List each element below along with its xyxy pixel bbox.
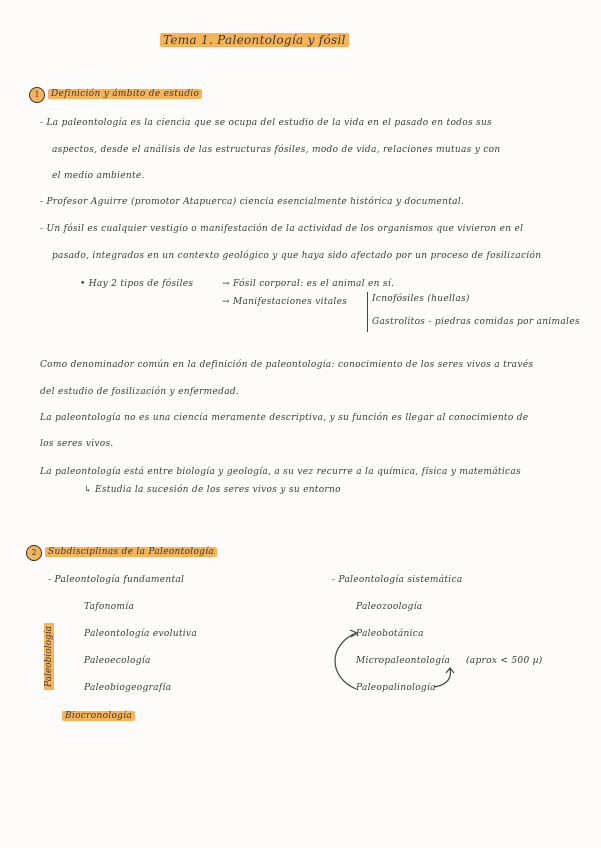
fossil-subtype-icnofosiles: Icnofósiles (huellas) xyxy=(372,294,470,304)
definition-line-2: aspectos, desde el análisis de las estructuras fósiles, modo de vida, relaciones mutuas y con xyxy=(52,145,501,155)
paragraph-line-2: del estudio de fosilización y enfermedad. xyxy=(40,387,240,397)
fundamental-title: - Paleontología fundamental xyxy=(48,575,185,585)
section-2-heading xyxy=(45,547,217,557)
definition-line-1: - La paleontología es la ciencia que se ocupa del estudio de la vida en el pasado en todos sus xyxy=(40,118,492,128)
fossil-type-corporal: → Fósil corporal: es el animal en sí. xyxy=(222,279,395,289)
section-2-number: 2 xyxy=(26,545,42,561)
section-2-heading-text: Subdisciplinas de la Paleontología xyxy=(45,547,217,557)
left-curve-arrow xyxy=(335,633,356,689)
paleobiologia-label: Paleobiología xyxy=(44,623,54,690)
definition-line-4: - Profesor Aguirre (promotor Atapuerca) ciencia esencialmente histórica y documental. xyxy=(40,197,465,207)
fundamental-item-1: Tafonomía xyxy=(84,602,135,612)
page-title-text: Tema 1. Paleontología y fósil xyxy=(160,33,349,47)
section-1-heading-text: Definición y ámbito de estudio xyxy=(48,89,202,99)
definition-line-6: pasado, integrados en un contexto geológico y que haya sido afectado por un proceso de fosilización xyxy=(52,251,542,261)
definition-line-5: - Un fósil es cualquier vestigio o manifestación de la actividad de los organismos que vivieron en el xyxy=(40,224,524,234)
paragraph-line-5: La paleontología está entre biología y geología, a su vez recurre a la química, física y matemáticas xyxy=(40,467,521,477)
sistematica-item-3: Micropaleontología xyxy=(356,656,451,666)
paragraph-line-1: Como denominador común en la definición de paleontología: conocimiento de los seres vivos a través xyxy=(40,360,534,370)
biocronologia-label xyxy=(62,711,135,721)
fossil-type-vital: → Manifestaciones vitales xyxy=(222,297,348,307)
sistematica-item-1: Paleozoología xyxy=(356,602,423,612)
right-curve-arrow xyxy=(434,669,450,687)
fossil-subtype-brace xyxy=(367,292,368,332)
paragraph-line-3: La paleontología no es una ciencia meramente descriptiva, y su función es llegar al conocimiento de xyxy=(40,413,529,423)
sistematica-item-4: Paleopalinología xyxy=(356,683,436,693)
definition-line-3: el medio ambiente. xyxy=(52,171,145,181)
micro-size-note: (aprox < 500 µ) xyxy=(466,656,543,666)
page-title xyxy=(160,33,349,47)
relation-arrows xyxy=(320,625,470,695)
fundamental-item-2: Paleontología evolutiva xyxy=(84,629,197,639)
paragraph-line-6: ↳ Estudia la sucesión de los seres vivos y su entorno xyxy=(84,485,341,495)
fundamental-item-3: Paleoecología xyxy=(84,656,151,666)
paragraph-line-4: los seres vivos. xyxy=(40,439,114,449)
fossil-types-intro: • Hay 2 tipos de fósiles xyxy=(80,279,194,289)
sistematica-item-2: Paleobotánica xyxy=(356,629,424,639)
sistematica-title: - Paleontología sistemática xyxy=(332,575,463,585)
section-1-heading xyxy=(48,89,202,99)
fossil-subtype-gastrolitos: Gastrolitos - piedras comidas por animales xyxy=(372,317,580,327)
section-1-number: 1 xyxy=(29,87,45,103)
fundamental-item-4: Paleobiogeografía xyxy=(84,683,172,693)
biocronologia-label-text: Biocronología xyxy=(62,711,135,721)
